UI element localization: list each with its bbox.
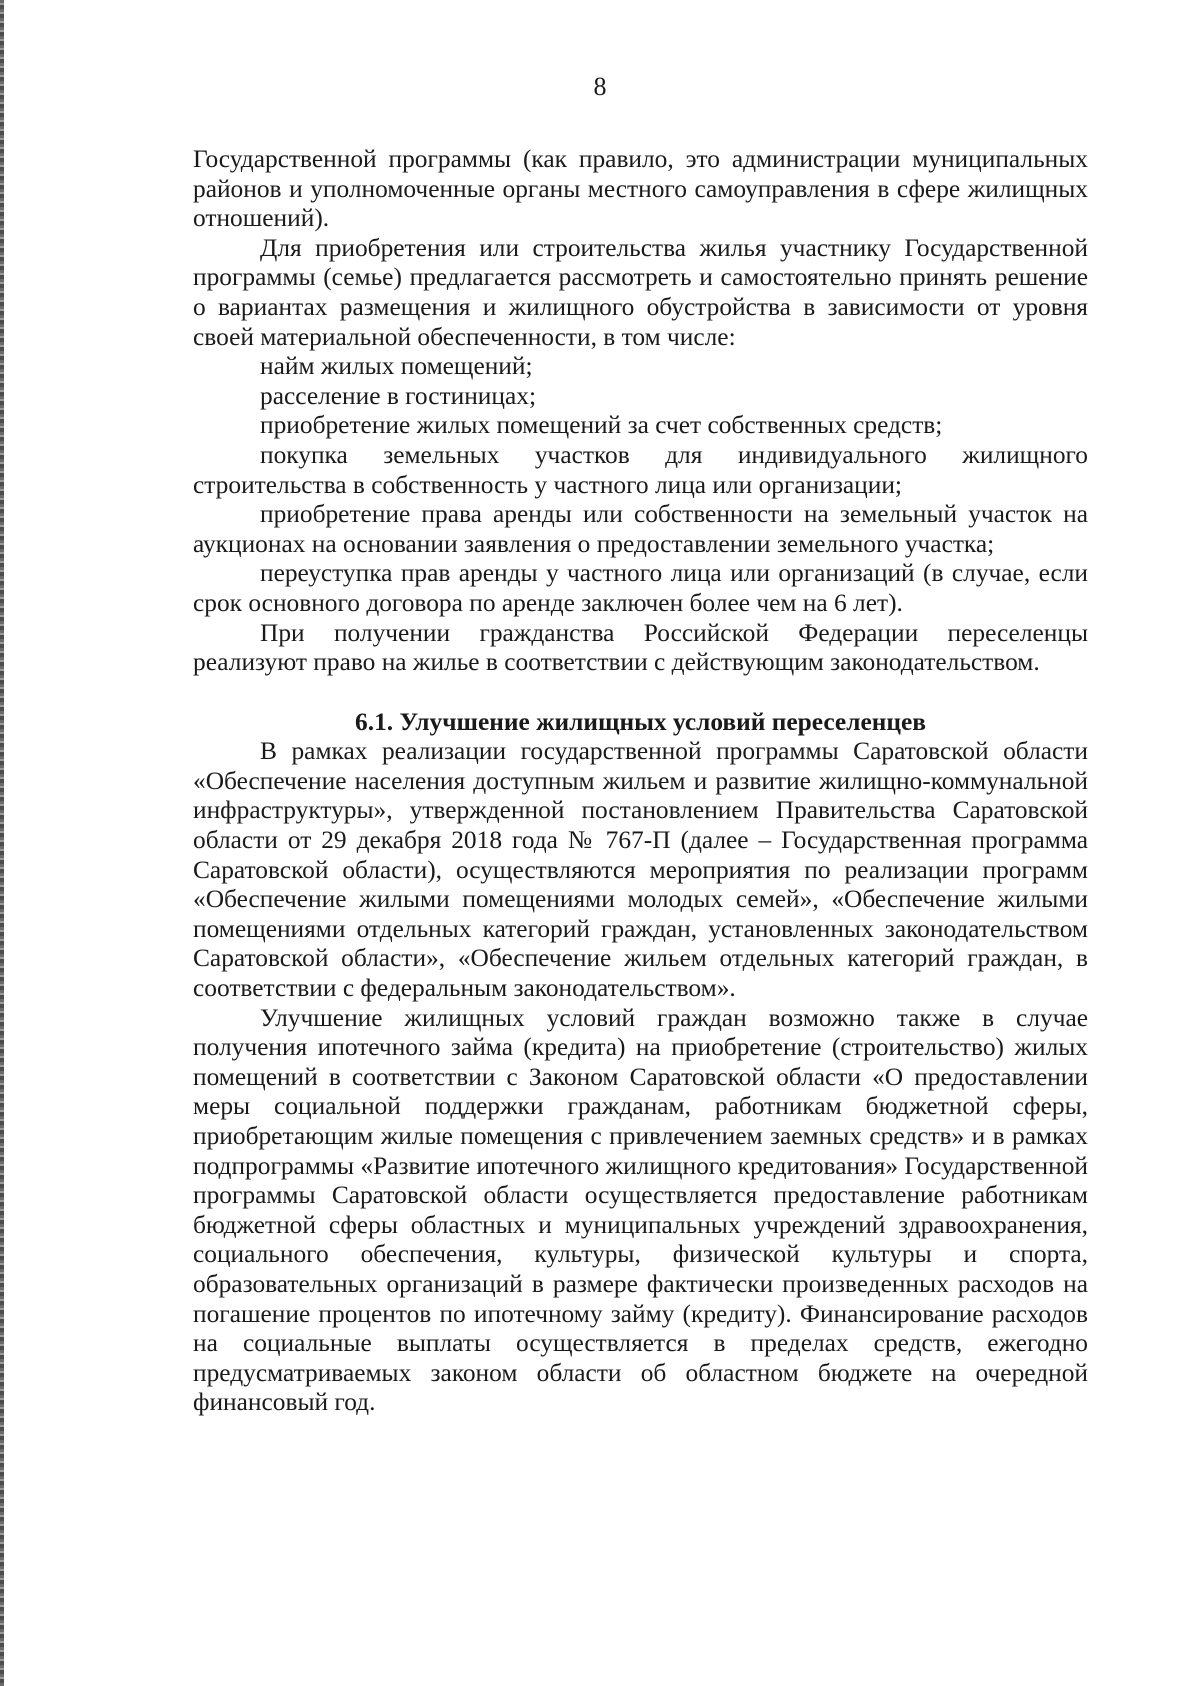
scan-edge-shadow [0,0,4,1686]
section-heading: 6.1. Улучшение жилищных условий переселенцев [355,707,926,736]
paragraph-state-program: В рамках реализации государственной программы Саратовской области «Обеспечение населения доступным жильем и развитие жилищно-коммунальной инфраструктуры», утвержденной постановлением Правительства Саратовской области от 29 декабря 2018 года № 767-П (далее – Государственная программа Саратовской области), осуществляются мероприятия по реализации программ «Обеспечение жилыми помещениями молодых семей», «Обеспечение жилыми помещениями отдельных категорий граждан, установленных законодательством Саратовской области», «Обеспечение жильем отдельных категорий граждан, в соответствии с федеральным законодательством». [193,737,1088,1003]
document-body [193,145,1088,1418]
list-item-land-auction: приобретение права аренды или собственности на земельный участок на аукционах на основании заявления о предоставлении земельного участка; [193,500,1088,558]
list-item-hotels: расселение в гостиницах; [260,381,536,410]
list-item-own-funds: приобретение жилых помещений за счет собственных средств; [260,411,943,440]
paragraph-housing-options: Для приобретения или строительства жилья участнику Государственной программы (семье) предлагается рассмотреть и самостоятельно принять решение о вариантах размещения и жилищного обустройства в зависимости от уровня своей материальной обеспеченности, в том числе: [193,233,1088,351]
list-item-lease-transfer: переуступка прав аренды у частного лица или организаций (в случае, если срок основного договора по аренде заключен более чем на 6 лет). [193,559,1088,617]
page-number: 8 [593,72,607,101]
paragraph-continuation: Государственной программы (как правило, это администрации муниципальных районов и уполномоченные органы местного самоуправления в сфере жилищных отношений). [193,145,1088,233]
paragraph-citizenship: При получении гражданства Российской Федерации переселенцы реализуют право на жилье в соответствии с действующим законодательством. [193,618,1088,677]
paragraph-mortgage: Улучшение жилищных условий граждан возможно также в случае получения ипотечного займа (кредита) на приобретение (строительство) жилых помещений в соответствии с Законом Саратовской области «О предоставлении меры социальной поддержки гражданам, работникам бюджетной сферы, приобретающим жилые помещения с привлечением заемных средств» и в рамках подпрограммы «Развитие ипотечного жилищного кредитования» Государственной программы Саратовской области осуществляется предоставление работникам бюджетной сферы областных и муниципальных учреждений здравоохранения, социального обеспечения, культуры, физической культуры и спорта, образовательных организаций в размере фактически произведенных расходов на погашение процентов по ипотечному займу (кредиту). Финансирование расходов на социальные выплаты осуществляется в пределах средств, ежегодно предусматриваемых законом области об областном бюджете на очередной финансовый год. [193,1003,1088,1417]
list-item-land-purchase: покупка земельных участков для индивидуального жилищного строительства в собственность у частного лица или организации; [193,440,1088,499]
list-item-rent: найм жилых помещений; [260,352,533,381]
